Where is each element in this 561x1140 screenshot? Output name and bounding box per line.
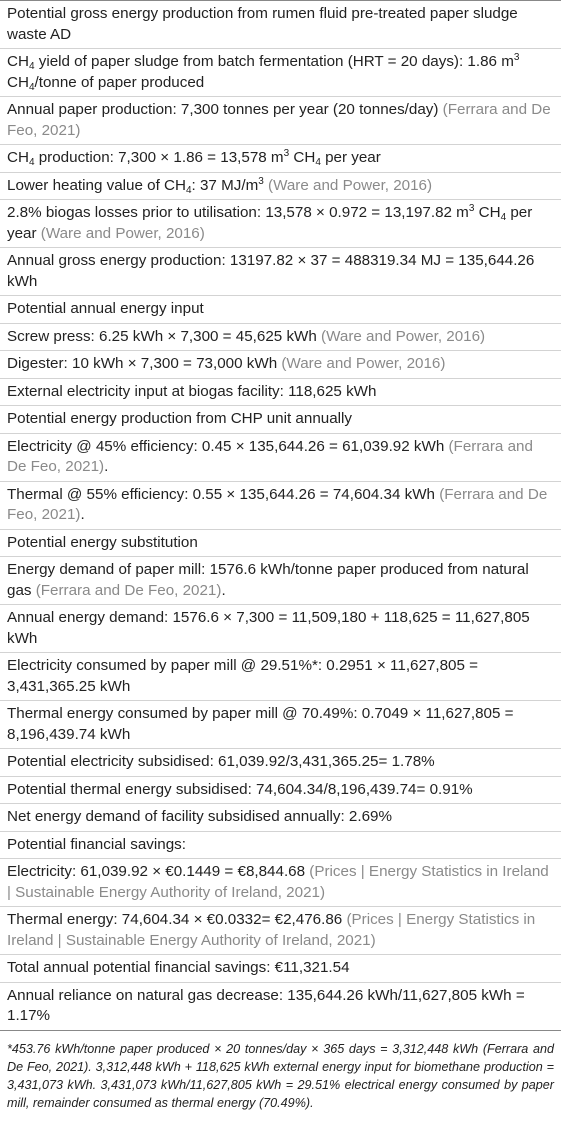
row-text: CH — [7, 53, 29, 70]
row-text: CH — [7, 149, 29, 166]
table-row — [0, 0, 561, 49]
row-text: Screw press: 6.25 kWh × 7,300 = 45,625 kWh — [7, 327, 322, 345]
citation-link[interactable]: (Ware and Power, 2016) — [281, 355, 446, 372]
table-row — [0, 859, 561, 907]
row-text: per year — [7, 204, 533, 242]
table-row — [0, 49, 561, 97]
row-text: Digester: 10 kWh × 7,300 = 73,000 kWh — [7, 355, 282, 372]
row-text: Potential energy production from CHP unit annually — [7, 410, 353, 427]
row-text: Electricity consumed by paper mill @ 29.51%*: 0.2951 × 11,627,805 = 3,431,365.25 kWh — [7, 657, 479, 695]
row-text: CH — [474, 204, 501, 221]
superscript: 3 — [468, 203, 475, 214]
table-row — [0, 832, 561, 860]
table-row — [0, 749, 561, 777]
row-text: Potential gross energy production from rumen fluid pre-treated paper sludge waste AD — [7, 5, 518, 43]
row-text: Annual energy demand: 1576.6 × 7,300 = 11,509,180 + 118,625 = 11,627,805 kWh — [7, 609, 530, 647]
row-text: . — [221, 581, 226, 599]
subscript: 4 — [28, 61, 35, 72]
table-row — [0, 324, 561, 352]
row-text: . — [80, 506, 85, 523]
row-text: Thermal energy: 74,604.34 × €0.0332= €2,476.86 — [7, 911, 347, 928]
row-text: Annual reliance on natural gas decrease: 135,644.26 kWh/11,627,805 kWh = 1.17% — [7, 986, 525, 1024]
table-row — [0, 200, 561, 248]
table-footnote: *453.76 kWh/tonne paper produced × 20 tonnes/day × 365 days = 3,312,448 kWh (Ferrara and De Feo, 2021). 3,312,448 kWh + 118,625 kWh external energy input for biomethane production = 3,431,073 kWh. 3,431,073 kWh/11,627,805 kWh = 29.51% electrical energy consumed by paper mill, remainder consumed as thermal energy (70.49%). — [7, 1041, 554, 1111]
row-text: Energy demand of paper mill: 1576.6 kWh/tonne paper produced from natural gas — [7, 561, 529, 599]
table-row — [0, 173, 561, 201]
citation-link[interactable]: (Ware and Power, 2016) — [268, 176, 433, 194]
table-row — [0, 804, 561, 832]
row-text: 2.8% biogas losses prior to utilisation: 13,578 × 0.972 = 13,197.82 m — [7, 204, 469, 221]
row-text: per year — [320, 149, 381, 166]
citation-link[interactable]: (Ferrara and De Feo, 2021) — [7, 485, 548, 523]
row-text: Net energy demand of facility subsidised annually: 2.69% — [7, 808, 392, 825]
row-text: Total annual potential financial savings: €11,321.54 — [7, 959, 350, 976]
citation-link[interactable]: (Ware and Power, 2016) — [321, 327, 486, 345]
citation-link[interactable]: (Ferrara and De Feo, 2021) — [7, 437, 533, 475]
subscript: 4 — [28, 157, 35, 168]
superscript: 3 — [513, 52, 520, 63]
table-row — [0, 557, 561, 605]
row-text: yield of paper sludge from batch fermentation (HRT = 20 days): 1.86 m — [34, 53, 514, 70]
row-text: production: 7,300 × 1.86 = 13,578 m — [34, 149, 284, 166]
subscript: 4 — [185, 184, 192, 196]
row-text: Annual gross energy production: 13197.82 × 37 = 488319.34 MJ = 135,644.26 kWh — [7, 252, 535, 290]
row-text: Annual paper production: 7,300 tonnes per year (20 tonnes/day) — [7, 101, 443, 118]
row-text: Potential thermal energy subsidised: 74,604.34/8,196,439.74= 0.91% — [7, 780, 473, 798]
row-text: External electricity input at biogas facility: 118,625 kWh — [7, 382, 377, 400]
table-row — [0, 701, 561, 749]
superscript: 3 — [283, 148, 290, 159]
row-text: CH — [289, 149, 316, 166]
row-text: Potential energy substitution — [7, 533, 198, 551]
table-row — [0, 530, 561, 558]
table-row — [0, 907, 561, 955]
citation-link[interactable]: (Prices | Energy Statistics in Ireland | Sustainable Energy Authority of Ireland, 2021) — [7, 911, 536, 949]
subscript: 4 — [315, 157, 321, 168]
table-row — [0, 406, 561, 434]
table-row — [0, 955, 561, 983]
table-row — [0, 983, 561, 1031]
table-row — [0, 351, 561, 379]
table-row — [0, 296, 561, 324]
row-text: Electricity: 61,039.92 × €0.1449 = €8,844.68 — [7, 863, 310, 880]
table-row — [0, 434, 561, 482]
row-text: Potential annual energy input — [7, 300, 204, 317]
row-text: Potential electricity subsidised: 61,039.92/3,431,365.25= 1.78% — [7, 753, 435, 770]
citation-link[interactable]: (Ferrara and De Feo, 2021) — [35, 581, 222, 599]
table-row — [0, 653, 561, 701]
table-row — [0, 379, 561, 407]
row-text: /tonne of paper produced — [34, 73, 205, 91]
citation-link[interactable]: (Ferrara and De Feo, 2021) — [7, 101, 551, 139]
subscript: 4 — [28, 81, 35, 93]
row-text: Thermal energy consumed by paper mill @ 70.49%: 0.7049 × 11,627,805 = 8,196,439.74 kWh — [7, 705, 514, 743]
superscript: 3 — [258, 175, 264, 187]
table-row — [0, 482, 561, 530]
table-row — [0, 605, 561, 653]
row-text: CH — [7, 73, 29, 91]
row-text: Potential financial savings: — [7, 835, 186, 853]
row-text: . — [104, 458, 109, 475]
row-text: Thermal @ 55% efficiency: 0.55 × 135,644.26 = 74,604.34 kWh — [7, 485, 440, 503]
row-text: Lower heating value of CH — [7, 176, 186, 194]
table-row — [0, 97, 561, 145]
table-row — [0, 777, 561, 805]
table-row — [0, 248, 561, 296]
citation-link[interactable]: (Ware and Power, 2016) — [40, 224, 205, 242]
row-text: Electricity @ 45% efficiency: 0.45 × 135,644.26 = 61,039.92 kWh — [7, 437, 449, 455]
row-text: : 37 MJ/m — [191, 176, 259, 194]
table-row — [0, 145, 561, 173]
subscript: 4 — [500, 212, 507, 223]
citation-link[interactable]: (Prices | Energy Statistics in Ireland | Sustainable Energy Authority of Ireland, 2021) — [7, 863, 549, 901]
